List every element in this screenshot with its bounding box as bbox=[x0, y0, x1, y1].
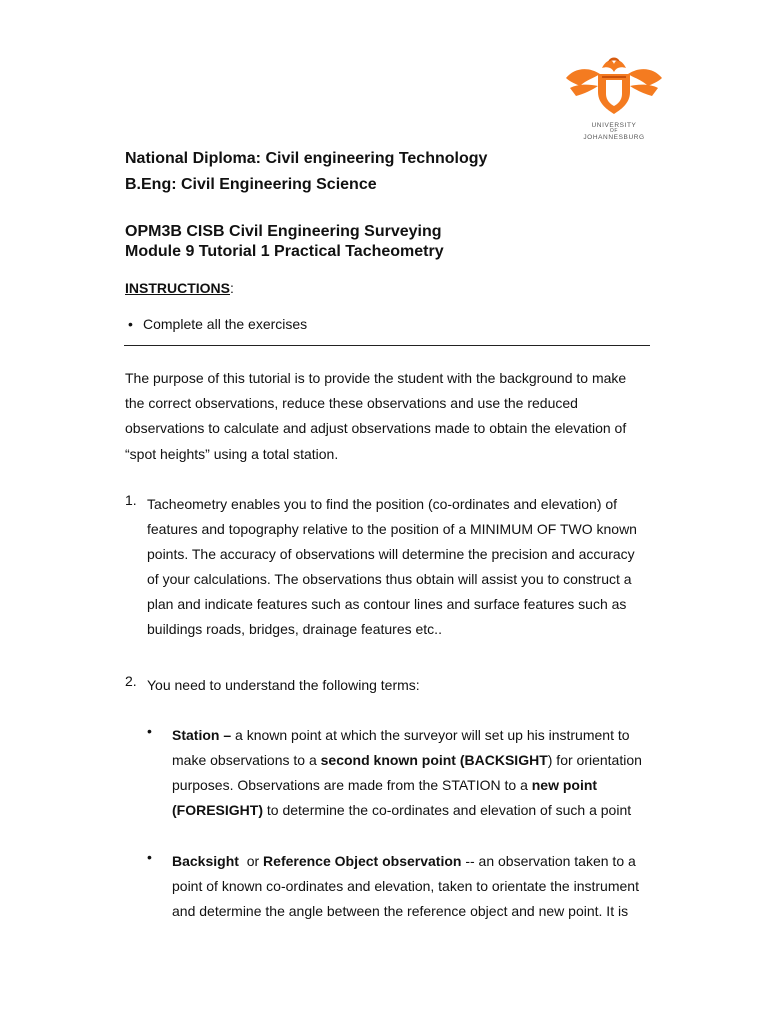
item-1-line: plan and indicate features such as contour lines and surface features such as bbox=[147, 596, 627, 612]
term-station-text: purposes. Observations are made from the STATION to a bbox=[172, 777, 532, 793]
term-station-emphasis: new point bbox=[531, 777, 598, 793]
item-1-line: points. The accuracy of observations will determine the precision and accuracy bbox=[147, 546, 635, 562]
heading-degree: B.Eng: Civil Engineering Science bbox=[125, 176, 377, 193]
purpose-line: observations to calculate and adjust observations made to obtain the elevation of bbox=[125, 420, 627, 437]
purpose-line: “spot heights” using a total station. bbox=[125, 445, 339, 462]
term-station-text: to determine the co-ordinates and elevation of such a point bbox=[263, 802, 632, 818]
term-station bbox=[172, 723, 642, 823]
item-1-text bbox=[147, 492, 637, 642]
uj-crest-icon bbox=[562, 56, 666, 122]
item-1-line: Tacheometry enables you to find the position (co-ordinates and elevation) of bbox=[147, 496, 618, 512]
term-station-line-1 bbox=[172, 723, 642, 748]
term-backsight-line-2: point of known co-ordinates and elevation, taken to orientate the instrument bbox=[172, 878, 639, 894]
term-backsight-title-alt: Reference Object observation bbox=[263, 853, 462, 869]
instructions-bullet-text: Complete all the exercises bbox=[143, 316, 308, 332]
heading-course: OPM3B CISB Civil Engineering Surveying bbox=[125, 223, 442, 240]
term-backsight-line-3: and determine the angle between the reference object and new point. It is bbox=[172, 903, 629, 919]
bullet-icon: • bbox=[128, 316, 133, 332]
item-1-line: of your calculations. The observations thus obtain will assist you to construct a bbox=[147, 571, 632, 587]
item-1-line: features and topography relative to the position of a MINIMUM OF TWO known bbox=[147, 521, 637, 537]
term-backsight-text: or bbox=[238, 853, 264, 869]
purpose-line: the correct observations, reduce these observations and use the reduced bbox=[125, 395, 578, 412]
term-station-title: Station – bbox=[172, 727, 232, 743]
logo-text-johannesburg: JOHANNESBURG bbox=[583, 134, 645, 141]
term-backsight bbox=[172, 849, 639, 924]
term-backsight-text: -- an observation taken to a bbox=[461, 853, 636, 869]
logo-text-university: UNIVERSITY bbox=[591, 122, 637, 129]
heading-diploma: National Diploma: Civil engineering Technology bbox=[125, 150, 488, 167]
purpose-line: The purpose of this tutorial is to provide the student with the background to make bbox=[125, 370, 627, 386]
heading-module: Module 9 Tutorial 1 Practical Tacheometry bbox=[125, 243, 444, 260]
instructions-heading: INSTRUCTIONS bbox=[125, 280, 230, 296]
instructions-label bbox=[125, 280, 234, 296]
term-backsight-title: Backsight bbox=[172, 853, 239, 869]
term-station-emphasis: second known point (BACKSIGHT bbox=[320, 752, 548, 768]
term-station-line-2 bbox=[172, 748, 642, 773]
term-station-text: make observations to a bbox=[172, 752, 321, 768]
bullet-icon: • bbox=[147, 849, 152, 865]
term-station-line-3 bbox=[172, 773, 642, 798]
term-station-line-4 bbox=[172, 798, 642, 823]
logo-text-of: OF bbox=[609, 128, 619, 134]
item-1-number: 1. bbox=[125, 492, 137, 508]
bullet-icon: • bbox=[147, 723, 152, 739]
term-station-emphasis: (FORESIGHT) bbox=[172, 802, 263, 818]
university-logo bbox=[562, 56, 666, 146]
horizontal-rule bbox=[124, 345, 650, 346]
term-station-text: ) for orientation bbox=[547, 752, 642, 768]
purpose-paragraph bbox=[125, 366, 645, 467]
item-2-text: You need to understand the following terms: bbox=[147, 677, 420, 693]
item-2-number: 2. bbox=[125, 673, 137, 689]
instructions-colon: : bbox=[230, 280, 234, 296]
term-station-text: a known point at which the surveyor will set up his instrument to bbox=[231, 727, 630, 743]
item-1-line: buildings roads, bridges, drainage features etc.. bbox=[147, 621, 442, 637]
term-backsight-line-1 bbox=[172, 849, 639, 874]
